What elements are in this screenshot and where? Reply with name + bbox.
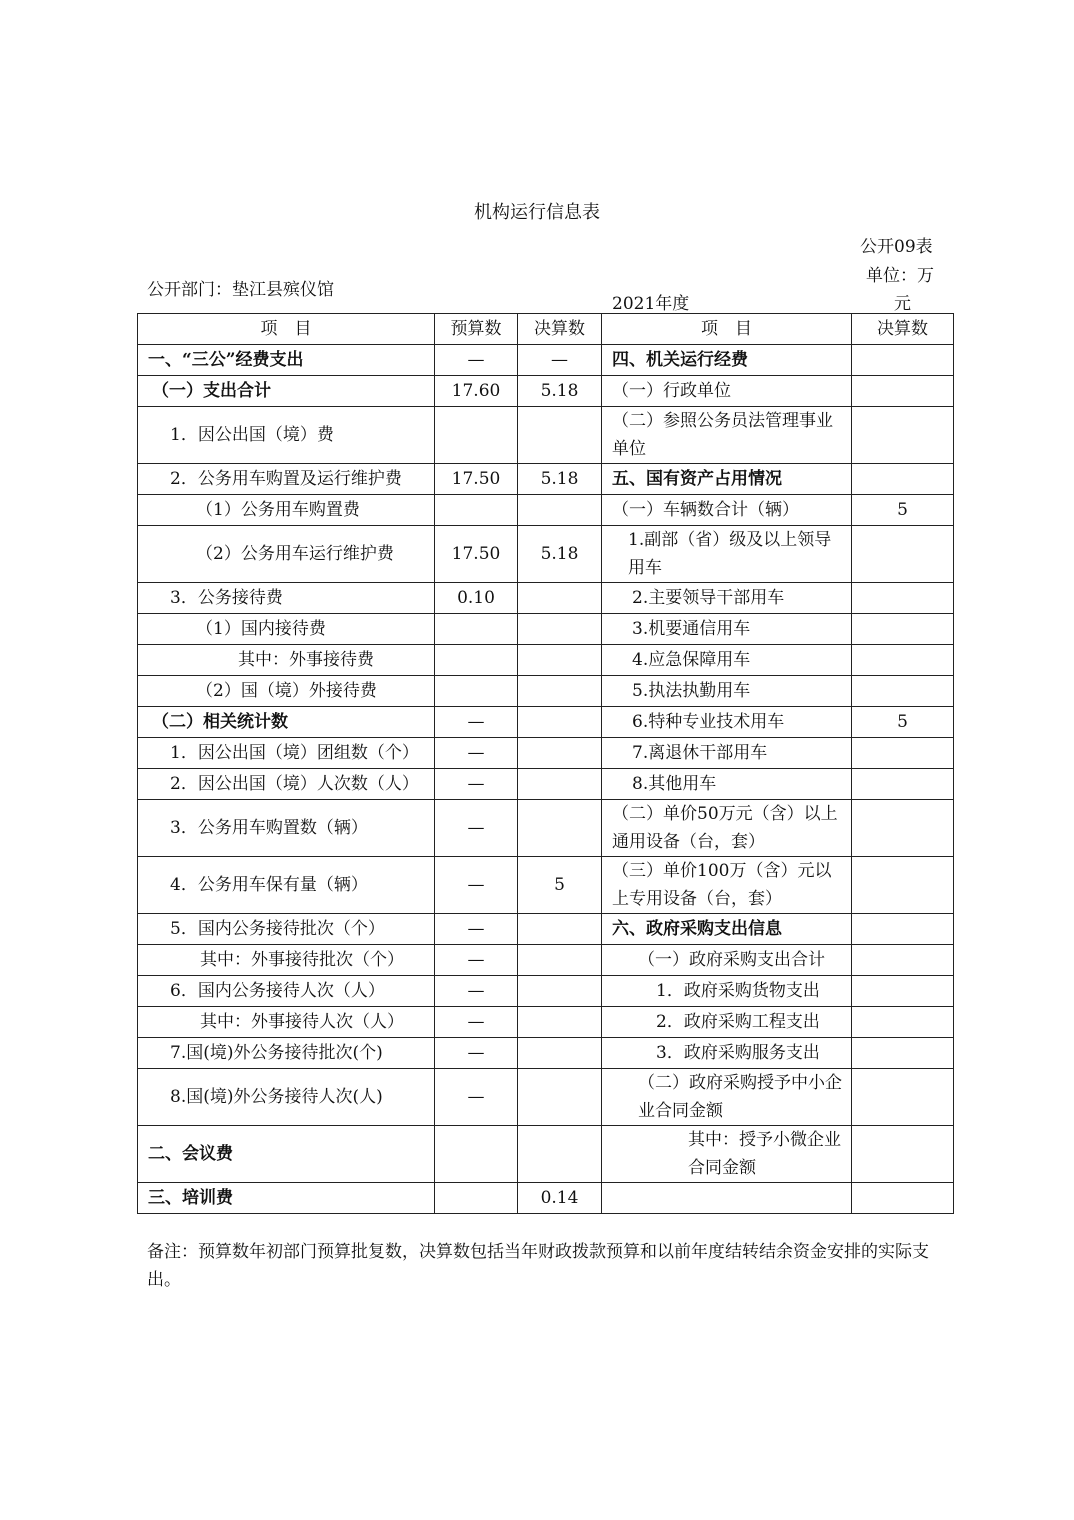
row-final-right-value [852, 1007, 954, 1038]
row-item-right: 4.应急保障用车 [602, 645, 852, 676]
row-final-right-value [852, 345, 954, 376]
row-budget-value [435, 676, 518, 707]
row-final-right-value: 5 [852, 495, 954, 526]
row-item-left: 7.国(境)外公务接待批次(个) [138, 1038, 435, 1069]
row-item-right: 1.副部（省）级及以上领导用车 [602, 526, 852, 583]
row-budget-value [435, 1126, 518, 1183]
row-item-left: （1）公务用车购置费 [138, 495, 435, 526]
row-item-right: 2．政府采购工程支出 [602, 1007, 852, 1038]
year-label: 2021年度 [612, 294, 690, 314]
row-item-left: 3．公务用车购置数（辆） [138, 800, 435, 857]
row-budget-value: 17.50 [435, 464, 518, 495]
row-budget-value: 17.50 [435, 526, 518, 583]
row-item-right: 1．政府采购货物支出 [602, 976, 852, 1007]
row-final-value: — [518, 345, 602, 376]
row-final-value [518, 976, 602, 1007]
row-final-value: 5.18 [518, 526, 602, 583]
row-final-right-value [852, 464, 954, 495]
row-final-value [518, 914, 602, 945]
table-row [138, 769, 954, 800]
row-final-right-value [852, 1038, 954, 1069]
row-item-right: 3．政府采购服务支出 [602, 1038, 852, 1069]
unit-label-line2: 元 [894, 294, 911, 314]
unit-label-line1: 单位：万 [866, 266, 934, 286]
row-item-left: 5．国内公务接待批次（个） [138, 914, 435, 945]
row-final-value [518, 769, 602, 800]
header-final-left: 决算数 [518, 314, 602, 345]
row-final-value [518, 495, 602, 526]
table-row [138, 676, 954, 707]
row-final-right-value [852, 376, 954, 407]
footnote: 备注：预算数年初部门预算批复数，决算数包括当年财政拨款预算和以前年度结转结余资金安排的实际支出。 [147, 1242, 929, 1290]
row-final-value [518, 800, 602, 857]
row-final-value: 5.18 [518, 464, 602, 495]
row-final-value [518, 1126, 602, 1183]
row-budget-value [435, 495, 518, 526]
row-budget-value: — [435, 707, 518, 738]
row-final-value [518, 407, 602, 464]
row-item-right: 7.离退休干部用车 [602, 738, 852, 769]
row-final-value [518, 738, 602, 769]
row-item-right: 8.其他用车 [602, 769, 852, 800]
row-budget-value: — [435, 1069, 518, 1126]
row-item-right: 2.主要领导干部用车 [602, 583, 852, 614]
row-item-left: 6．国内公务接待人次（人） [138, 976, 435, 1007]
row-item-right: 四、机关运行经费 [602, 345, 852, 376]
row-budget-value: — [435, 857, 518, 914]
row-final-right-value: 5 [852, 707, 954, 738]
row-item-right [602, 1183, 852, 1214]
table-number: 公开09表 [860, 237, 933, 257]
row-item-right: 五、国有资产占用情况 [602, 464, 852, 495]
row-item-left: 1．因公出国（境）费 [138, 407, 435, 464]
row-final-value [518, 945, 602, 976]
row-item-right: （二）参照公务员法管理事业单位 [602, 407, 852, 464]
row-final-right-value [852, 800, 954, 857]
table-row [138, 376, 954, 407]
table-row [138, 407, 954, 464]
row-final-right-value [852, 769, 954, 800]
header-item-left: 项 目 [138, 314, 435, 345]
row-item-left: 2．公务用车购置及运行维护费 [138, 464, 435, 495]
row-item-left: （二）相关统计数 [138, 707, 435, 738]
row-final-right-value [852, 676, 954, 707]
table-row [138, 945, 954, 976]
row-final-right-value [852, 914, 954, 945]
row-item-left: 1．因公出国（境）团组数（个） [138, 738, 435, 769]
row-budget-value: — [435, 945, 518, 976]
row-final-right-value [852, 614, 954, 645]
row-item-right: （一）行政单位 [602, 376, 852, 407]
table-row [138, 738, 954, 769]
table-row [138, 583, 954, 614]
page-title: 机构运行信息表 [474, 202, 600, 223]
row-item-right: 6.特种专业技术用车 [602, 707, 852, 738]
table-row [138, 526, 954, 583]
row-final-right-value [852, 1126, 954, 1183]
table-row [138, 645, 954, 676]
row-budget-value: — [435, 345, 518, 376]
row-final-value: 5 [518, 857, 602, 914]
row-item-right: 5.执法执勤用车 [602, 676, 852, 707]
header-budget: 预算数 [435, 314, 518, 345]
row-final-value [518, 676, 602, 707]
row-final-value: 5.18 [518, 376, 602, 407]
row-budget-value: — [435, 976, 518, 1007]
row-budget-value: 17.60 [435, 376, 518, 407]
row-budget-value: — [435, 738, 518, 769]
row-budget-value: — [435, 1038, 518, 1069]
row-budget-value: — [435, 1007, 518, 1038]
row-final-value [518, 707, 602, 738]
row-final-value: 0.14 [518, 1183, 602, 1214]
row-budget-value: 0.10 [435, 583, 518, 614]
row-item-left: 4．公务用车保有量（辆） [138, 857, 435, 914]
row-item-left: 8.国(境)外公务接待人次(人) [138, 1069, 435, 1126]
budget-table [137, 313, 954, 1214]
table-row [138, 1126, 954, 1183]
row-final-right-value [852, 945, 954, 976]
table-row [138, 976, 954, 1007]
row-final-value [518, 583, 602, 614]
table-row [138, 495, 954, 526]
row-final-value [518, 645, 602, 676]
row-budget-value [435, 645, 518, 676]
row-item-left: （1）国内接待费 [138, 614, 435, 645]
row-final-right-value [852, 583, 954, 614]
row-item-right: （二）单价50万元（含）以上通用设备（台，套） [602, 800, 852, 857]
row-item-left: （一）支出合计 [138, 376, 435, 407]
row-final-right-value [852, 857, 954, 914]
row-final-right-value [852, 1069, 954, 1126]
row-final-value [518, 1069, 602, 1126]
row-budget-value: — [435, 800, 518, 857]
table-row [138, 1038, 954, 1069]
row-item-left: （2）公务用车运行维护费 [138, 526, 435, 583]
row-item-left: 2．因公出国（境）人次数（人） [138, 769, 435, 800]
row-item-left: 其中：外事接待费 [138, 645, 435, 676]
header-item-right: 项 目 [602, 314, 852, 345]
row-final-right-value [852, 407, 954, 464]
department-label: 公开部门：垫江县殡仪馆 [147, 280, 334, 300]
table-row [138, 857, 954, 914]
row-final-value [518, 1007, 602, 1038]
row-item-right: 六、政府采购支出信息 [602, 914, 852, 945]
row-final-right-value [852, 526, 954, 583]
row-final-value [518, 614, 602, 645]
table-header-row [138, 314, 954, 345]
row-item-right: 3.机要通信用车 [602, 614, 852, 645]
row-budget-value [435, 1183, 518, 1214]
row-item-left: 一、“三公”经费支出 [138, 345, 435, 376]
row-item-left: 二、会议费 [138, 1126, 435, 1183]
row-final-right-value [852, 645, 954, 676]
row-item-left: 三、培训费 [138, 1183, 435, 1214]
row-item-left: （2）国（境）外接待费 [138, 676, 435, 707]
row-item-right: 其中：授予小微企业合同金额 [602, 1126, 852, 1183]
table-row [138, 707, 954, 738]
row-item-left: 3．公务接待费 [138, 583, 435, 614]
table-row [138, 914, 954, 945]
table-row [138, 614, 954, 645]
row-budget-value [435, 407, 518, 464]
row-budget-value: — [435, 914, 518, 945]
table-body [138, 345, 954, 1214]
table-row [138, 1007, 954, 1038]
row-item-right: （一）车辆数合计（辆） [602, 495, 852, 526]
row-item-left: 其中：外事接待人次（人） [138, 1007, 435, 1038]
row-item-right: （一）政府采购支出合计 [602, 945, 852, 976]
table-row [138, 464, 954, 495]
row-final-value [518, 1038, 602, 1069]
header-final-right: 决算数 [852, 314, 954, 345]
table-row [138, 1069, 954, 1126]
table-row [138, 1183, 954, 1214]
row-final-right-value [852, 738, 954, 769]
row-final-right-value [852, 976, 954, 1007]
row-item-right: （三）单价100万（含）元以上专用设备（台，套） [602, 857, 852, 914]
row-item-right: （二）政府采购授予中小企业合同金额 [602, 1069, 852, 1126]
table-row [138, 800, 954, 857]
row-item-left: 其中：外事接待批次（个） [138, 945, 435, 976]
row-budget-value [435, 614, 518, 645]
row-budget-value: — [435, 769, 518, 800]
row-final-right-value [852, 1183, 954, 1214]
table-row [138, 345, 954, 376]
